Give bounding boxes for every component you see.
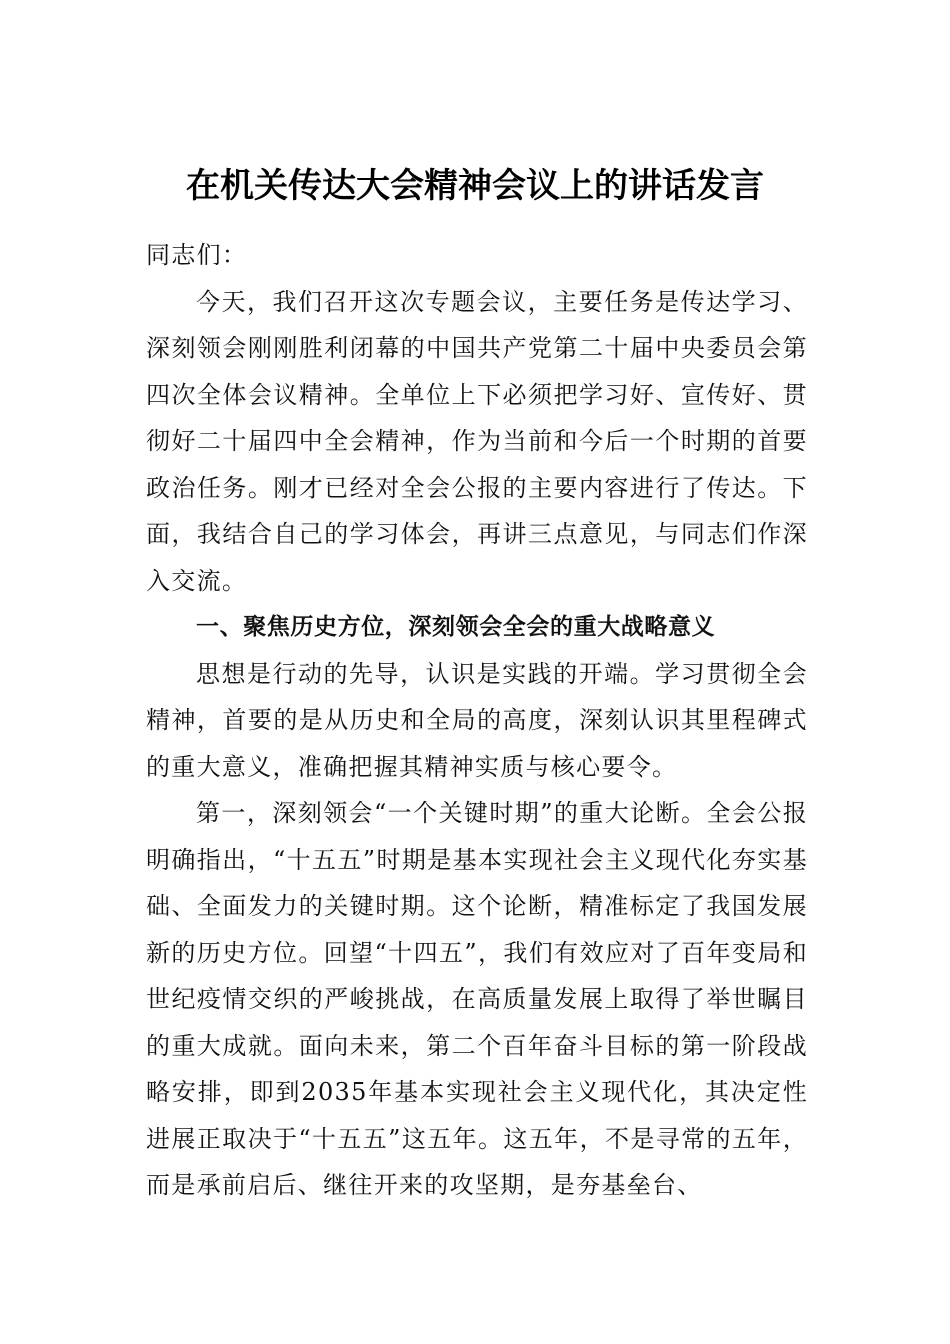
intro-paragraph: 今天，我们召开这次专题会议，主要任务是传达学习、深刻领会刚刚胜利闭幕的中国共产党第二十届中央委员会第四次全体会议精神。全单位上下必须把学习好、宣传好、贯彻好二十届四中全会精神，作为当前和今后一个时期的首要政治任务。刚才已经对全会公报的主要内容进行了传达。下面，我结合自己的学习体会，再讲三点意见，与同志们作深入交流。 — [146, 287, 808, 595]
document-title: 在机关传达大会精神会议上的讲话发言 — [186, 166, 764, 206]
section-heading: 一、聚焦历史方位，深刻领会全会的重大战略意义 — [196, 614, 716, 640]
salutation: 同志们： — [146, 241, 248, 269]
section-paragraph-1: 思想是行动的先导，认识是实践的开端。学习贯彻全会精神，首要的是从历史和全局的高度，深刻认识其里程碑式的重大意义，准确把握其精神实质与核心要令。 — [146, 659, 808, 781]
document-body — [146, 232, 808, 1209]
section-paragraph-2: 第一，深刻领会“一个关键时期”的重大论断。全会公报明确指出，“十五五”时期是基本实现社会主义现代化夯实基础、全面发力的关键时期。这个论断，精准标定了我国发展新的历史方位。回望“十四五”，我们有效应对了百年变局和世纪疫情交织的严峻挑战，在高质量发展上取得了举世瞩目的重大成就。面向未来，第二个百年奋斗目标的第一阶段战略安排，即到2035年基本实现社会主义现代化，其决定性进展正取决于“十五五”这五年。这五年，不是寻常的五年，而是承前启后、继往开来的攻坚期，是夯基垒台、 — [146, 799, 808, 1199]
